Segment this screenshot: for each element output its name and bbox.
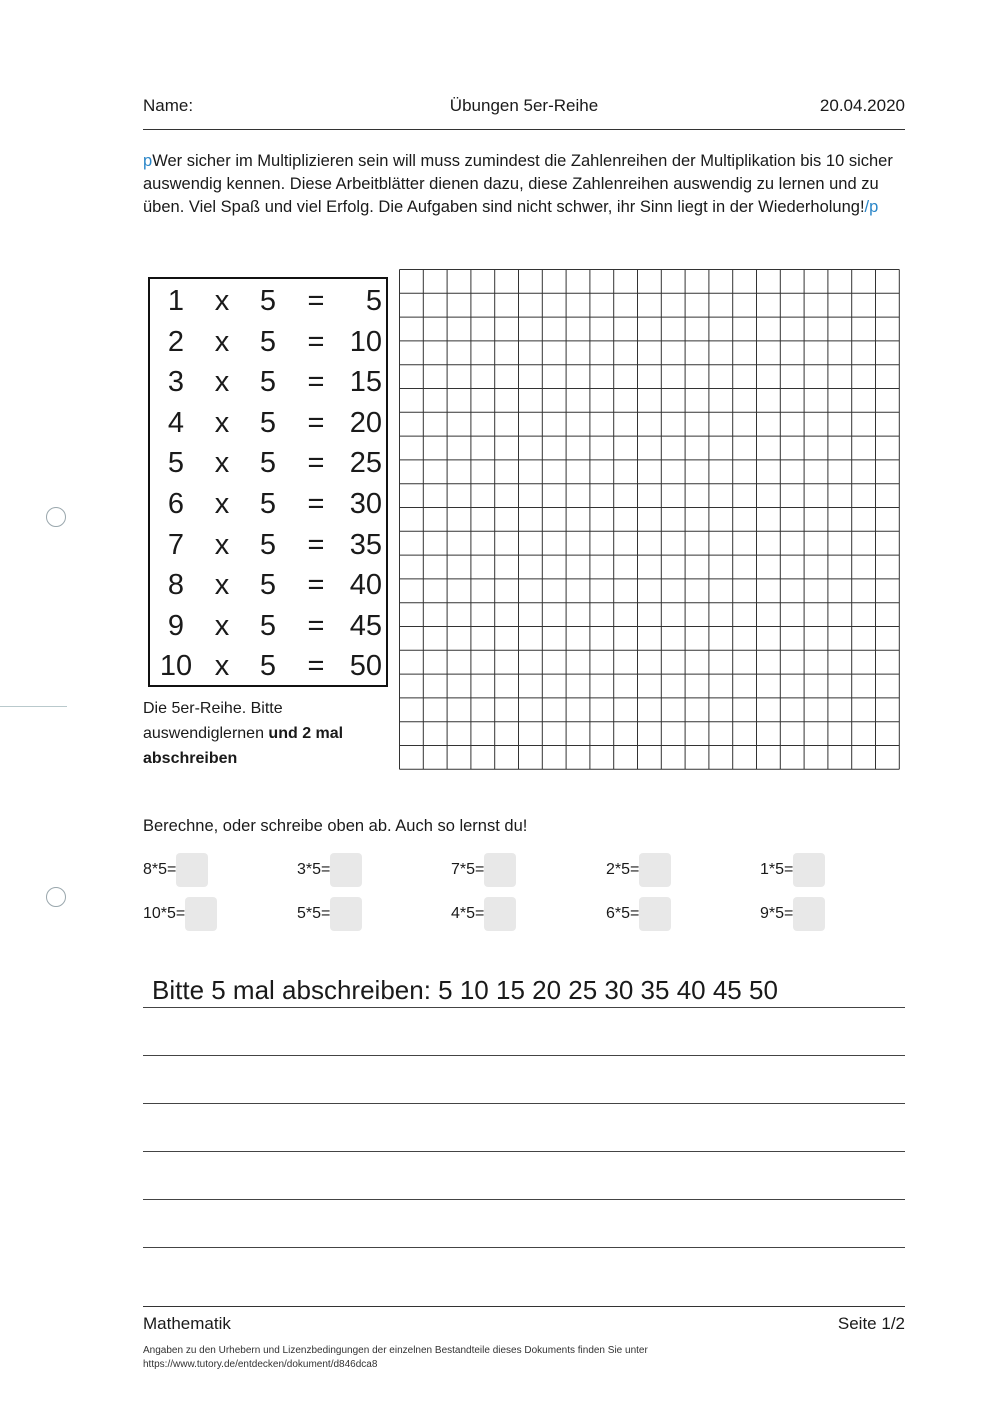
- date: 20.04.2020: [819, 96, 905, 115]
- times-table-row: [150, 362, 386, 403]
- equals-sign: =: [307, 609, 325, 642]
- times-table-row: [150, 565, 386, 606]
- calc-task: [451, 853, 516, 887]
- caption-text: Die 5er-Reihe. Bitte auswendiglernen: [143, 700, 283, 742]
- factor: 4: [167, 406, 185, 439]
- copy-instruction: Bitte 5 mal abschreiben: 5 10 15 20 25 30 35 40 45 50: [152, 975, 778, 1005]
- result: 15: [349, 366, 382, 399]
- task-label: 6*5=: [606, 905, 640, 923]
- factor: 2: [167, 325, 185, 358]
- answer-field[interactable]: [484, 853, 516, 887]
- intro-tag-open: p: [143, 152, 153, 170]
- times-table-row: [150, 606, 386, 647]
- equals-sign: =: [307, 406, 325, 439]
- equals-sign: =: [307, 285, 325, 317]
- task-label: 5*5=: [297, 905, 331, 923]
- factor: 5: [167, 447, 185, 480]
- equals-sign: =: [307, 366, 325, 399]
- page-number: Seite 1/2: [837, 1314, 905, 1333]
- times-sign: x: [214, 366, 230, 399]
- page-title: Übungen 5er-Reihe: [449, 96, 599, 115]
- caption-bold: und 2 mal abschreiben: [143, 725, 344, 767]
- times-table-row: [150, 322, 386, 363]
- factor-five: 5: [259, 366, 277, 399]
- result: 10: [349, 325, 382, 358]
- writing-line[interactable]: [143, 1103, 905, 1104]
- subject: Mathematik: [143, 1314, 231, 1333]
- factor: 1: [167, 285, 185, 317]
- times-table-row: [150, 443, 386, 484]
- result: 50: [349, 650, 382, 683]
- intro-tag-close: /p: [864, 198, 879, 216]
- calc-task: [143, 853, 208, 887]
- intro-body: Wer sicher im Multiplizieren sein will muss zumindest die Zahlenreihen der Multiplikation bis 10 sicher auswendig kennen. Diese Arbeitblätter dienen dazu, diese Zahlenreihen auswendig zu lernen und zu üben. Viel Spaß und viel Erfolg. Die Aufgaben sind nicht schwer, ihr Sinn liegt in der Wiederholung!: [143, 152, 893, 216]
- answer-field[interactable]: [330, 853, 362, 887]
- calc-task: [760, 897, 825, 931]
- answer-field[interactable]: [176, 853, 208, 887]
- task-label: 1*5=: [760, 861, 794, 879]
- equals-sign: =: [307, 569, 325, 602]
- footer-divider: [143, 1306, 905, 1307]
- task-label: 10*5=: [143, 905, 186, 923]
- result: 25: [349, 447, 382, 480]
- answer-field[interactable]: [639, 897, 671, 931]
- calc-task: [451, 897, 516, 931]
- answer-field[interactable]: [185, 897, 217, 931]
- calc-task: [606, 853, 671, 887]
- task-label: 8*5=: [143, 861, 177, 879]
- factor-five: 5: [259, 325, 277, 358]
- page-header: [143, 96, 905, 118]
- punch-hole-bottom: [46, 887, 66, 907]
- factor: 6: [167, 488, 185, 520]
- factor-five: 5: [259, 447, 277, 480]
- writing-line[interactable]: [143, 1247, 905, 1248]
- calc-task: [297, 853, 362, 887]
- result: 45: [349, 609, 382, 642]
- times-sign: x: [214, 285, 230, 317]
- practice-grid[interactable]: [399, 269, 901, 771]
- writing-line[interactable]: [143, 1151, 905, 1152]
- task-label: 2*5=: [606, 861, 640, 879]
- times-table-row: [150, 403, 386, 444]
- task-label: 7*5=: [451, 861, 485, 879]
- writing-line[interactable]: [143, 1055, 905, 1056]
- license-note: [143, 1344, 648, 1372]
- calc-task: [760, 853, 825, 887]
- result: 20: [349, 406, 382, 439]
- times-table-row: [150, 646, 386, 687]
- times-table-row: [150, 484, 386, 525]
- factor-five: 5: [259, 528, 277, 561]
- header-divider: [143, 129, 905, 130]
- factor-five: 5: [259, 650, 277, 683]
- times-sign: x: [214, 528, 230, 561]
- writing-line[interactable]: [143, 1007, 905, 1008]
- calc-task: [297, 897, 362, 931]
- result: 40: [349, 569, 382, 602]
- equals-sign: =: [307, 528, 325, 561]
- times-table-row: [150, 281, 386, 322]
- factor: 10: [159, 650, 193, 683]
- times-sign: x: [214, 406, 230, 439]
- factor: 3: [167, 366, 185, 399]
- license-note-text: Angaben zu den Urhebern und Lizenzbedingungen der einzelnen Bestandteile dieses Dokuments finden Sie unter: [143, 1345, 648, 1356]
- equals-sign: =: [307, 325, 325, 358]
- result: 30: [349, 488, 382, 520]
- page-footer: [143, 1314, 905, 1334]
- times-sign: x: [214, 609, 230, 642]
- task-label: 3*5=: [297, 861, 331, 879]
- times-sign: x: [214, 325, 230, 358]
- fold-mark: [0, 706, 67, 707]
- task-label: 4*5=: [451, 905, 485, 923]
- equals-sign: =: [307, 488, 325, 520]
- factor-five: 5: [259, 285, 277, 317]
- answer-field[interactable]: [793, 897, 825, 931]
- answer-field[interactable]: [793, 853, 825, 887]
- factor: 9: [167, 609, 185, 642]
- times-sign: x: [214, 447, 230, 480]
- table-caption: [143, 696, 393, 771]
- factor-five: 5: [259, 488, 277, 520]
- calc-task: [143, 897, 217, 931]
- times-sign: x: [214, 569, 230, 602]
- times-sign: x: [214, 650, 230, 683]
- license-note-url[interactable]: https://www.tutory.de/entdecken/dokument/d846dca8: [143, 1359, 378, 1370]
- task-label: 9*5=: [760, 905, 794, 923]
- calc-heading: Berechne, oder schreibe oben ab. Auch so lernst du!: [143, 817, 528, 835]
- factor-five: 5: [259, 569, 277, 602]
- answer-field[interactable]: [639, 853, 671, 887]
- writing-line[interactable]: [143, 1199, 905, 1200]
- times-table-row: [150, 525, 386, 566]
- calc-task: [606, 897, 671, 931]
- equals-sign: =: [307, 447, 325, 480]
- result: 5: [365, 285, 382, 317]
- times-table: [148, 277, 388, 687]
- equals-sign: =: [307, 650, 325, 683]
- answer-field[interactable]: [484, 897, 516, 931]
- times-sign: x: [214, 488, 230, 520]
- factor-five: 5: [259, 406, 277, 439]
- result: 35: [349, 528, 382, 561]
- factor-five: 5: [259, 609, 277, 642]
- punch-hole-top: [46, 507, 66, 527]
- factor: 8: [167, 569, 185, 602]
- intro-text: [143, 150, 905, 219]
- factor: 7: [167, 528, 185, 561]
- name-label: Name:: [143, 96, 194, 115]
- answer-field[interactable]: [330, 897, 362, 931]
